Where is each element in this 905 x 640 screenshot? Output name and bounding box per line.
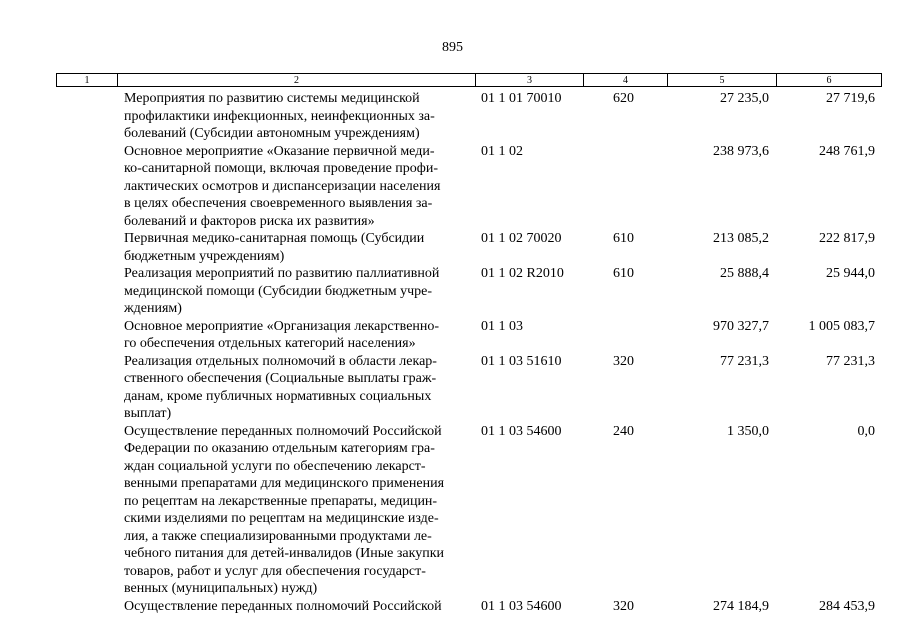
row-name-line: Федерации по оказанию отдельным категориям гра-: [124, 441, 435, 456]
row-name-line: лактических осмотров и диспансеризации населения: [124, 178, 441, 194]
row-name-line: в целях обеспечения своевременного выявления за-: [124, 196, 433, 211]
column-number-5: 5: [668, 74, 777, 87]
row-sum-year-2: 222 817,9: [819, 231, 875, 246]
row-name-line: бюджетным учреждениям): [124, 248, 285, 264]
row-code: 01 1 02 R2010: [481, 266, 564, 281]
row-name-line: болеваний (Субсидии автономным учреждениям): [124, 126, 420, 141]
row-name-line: данам, кроме публичных нормативных социальных: [124, 388, 432, 404]
row-sum-year-1: 970 327,7: [713, 318, 769, 334]
row-name-line: скими изделиями по рецептам на медицинские изде-: [124, 511, 439, 526]
row-name-line: Первичная медико-санитарная помощь (Субсидии: [124, 231, 425, 246]
row-name-line: Основное мероприятие «Оказание первичной меди-: [124, 143, 435, 159]
row-name-line: ждениям): [124, 301, 182, 316]
table-row: [0, 423, 905, 598]
row-name-line: по рецептам на лекарственные препараты, медицин-: [124, 493, 438, 509]
column-number-4: 4: [584, 74, 668, 87]
row-sum-year-2: 25 944,0: [826, 266, 875, 281]
row-name-line: ждан социальной услуги по обеспечению лекарст-: [124, 458, 426, 474]
row-sum-year-2: 77 231,3: [826, 353, 875, 369]
row-sum-year-1: 77 231,3: [720, 353, 769, 369]
row-name-line: ственного обеспечения (Социальные выплаты граж-: [124, 371, 437, 386]
table-row: [0, 353, 905, 423]
row-name-line: венных (муниципальных) нужд): [124, 581, 318, 596]
row-name: [124, 353, 470, 423]
row-expense-type: 320: [613, 598, 634, 614]
table-row: [0, 265, 905, 318]
column-number-1: 1: [57, 74, 118, 87]
row-sum-year-1: 274 184,9: [713, 598, 769, 614]
row-name-line: Реализация отдельных полномочий в области лекар-: [124, 353, 437, 369]
row-name-line: товаров, работ и услуг для обеспечения государст-: [124, 563, 426, 579]
budget-table-body: [0, 90, 905, 615]
row-name-line: Мероприятия по развитию системы медицинской: [124, 91, 420, 106]
table-row: [0, 143, 905, 231]
page-number: 895: [442, 40, 463, 55]
row-sum-year-1: 213 085,2: [713, 231, 769, 246]
column-number-2: 2: [118, 74, 476, 87]
row-name: [124, 318, 470, 353]
row-expense-type: 320: [613, 353, 634, 369]
row-sum-year-1: 238 973,6: [713, 143, 769, 159]
row-name: [124, 598, 470, 616]
table-row: [0, 318, 905, 353]
row-name: [124, 265, 470, 318]
row-expense-type: 610: [613, 231, 634, 246]
column-number-3: 3: [476, 74, 584, 87]
row-name-line: Осуществление переданных полномочий Российской: [124, 423, 442, 439]
column-number-6: 6: [777, 74, 882, 87]
row-code: 01 1 03 54600: [481, 423, 562, 439]
row-expense-type: 240: [613, 423, 634, 439]
row-name: [124, 230, 470, 265]
row-sum-year-2: 1 005 083,7: [808, 318, 875, 334]
row-name-line: болеваний и факторов риска их развития»: [124, 213, 375, 229]
row-code: 01 1 03: [481, 318, 523, 334]
row-name: [124, 90, 470, 143]
row-name-line: выплат): [124, 406, 172, 421]
row-sum-year-2: 284 453,9: [819, 598, 875, 614]
row-expense-type: 610: [613, 266, 634, 281]
row-name-line: чебного питания для детей-инвалидов (Иные закупки: [124, 546, 445, 561]
row-code: 01 1 03 51610: [481, 353, 562, 369]
row-code: 01 1 01 70010: [481, 91, 562, 106]
row-name-line: профилактики инфекционных, неинфекционных за-: [124, 108, 435, 124]
row-sum-year-1: 27 235,0: [720, 91, 769, 106]
row-name-line: Реализация мероприятий по развитию паллиативной: [124, 266, 440, 281]
row-name-line: го обеспечения отдельных категорий населения»: [124, 336, 416, 351]
row-sum-year-2: 27 719,6: [826, 91, 875, 106]
row-name-line: лия, а также специализированными продуктами ле-: [124, 528, 432, 544]
table-row: [0, 230, 905, 265]
row-sum-year-1: 25 888,4: [720, 266, 769, 281]
table-header: [56, 73, 882, 87]
row-name-line: Осуществление переданных полномочий Российской: [124, 598, 442, 614]
row-expense-type: 620: [613, 91, 634, 106]
row-sum-year-1: 1 350,0: [727, 423, 769, 439]
row-sum-year-2: 248 761,9: [819, 143, 875, 159]
row-name-line: медицинской помощи (Субсидии бюджетным учре-: [124, 283, 433, 299]
row-name-line: ко-санитарной помощи, включая проведение профи-: [124, 161, 439, 176]
table-row: [0, 90, 905, 143]
row-code: 01 1 02 70020: [481, 231, 562, 246]
column-number-row: [57, 74, 882, 87]
row-sum-year-2: 0,0: [857, 423, 875, 439]
row-name-line: Основное мероприятие «Организация лекарственно-: [124, 318, 440, 334]
row-code: 01 1 02: [481, 143, 523, 159]
row-name: [124, 143, 470, 231]
table-row: [0, 598, 905, 616]
row-name: [124, 423, 470, 598]
row-name-line: венными препаратами для медицинского применения: [124, 476, 445, 491]
row-code: 01 1 03 54600: [481, 598, 562, 614]
